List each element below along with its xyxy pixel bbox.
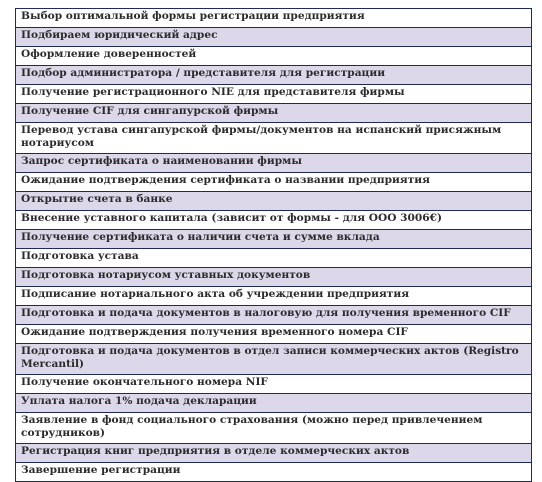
step-text: Ожидание подтверждения получения временного номера CIF [21, 326, 408, 338]
table-row [16, 230, 531, 249]
step-text: Заявление в фонд социального страхования (можно перед привлечением сотрудников) [21, 414, 483, 439]
table-row [16, 375, 531, 394]
table-row [16, 394, 531, 413]
table-row [16, 123, 531, 154]
table-row [16, 47, 531, 66]
step-text: Подбираем юридический адрес [21, 29, 218, 41]
step-text: Получение окончательного номера NIF [21, 376, 268, 388]
step-text: Подготовка и подача документов в налоговую для получения временного CIF [21, 307, 511, 319]
step-text: Подбор администратора / представителя для регистрации [21, 67, 386, 79]
step-text: Подготовка и подача документов в отдел записи коммерческих актов (Registro Mercantil) [21, 345, 519, 370]
step-text: Получение регистрационного NIE для представителя фирмы [21, 86, 405, 98]
step-text: Получение CIF для сингапурской фирмы [21, 105, 279, 117]
step-text: Уплата налога 1% подача декларации [21, 395, 257, 407]
step-text: Оформление доверенностей [21, 48, 197, 60]
table-row [16, 154, 531, 173]
step-text: Регистрация книг предприятия в отделе коммерческих актов [21, 445, 410, 457]
table-row [16, 268, 531, 287]
table-row [16, 9, 531, 28]
table-row [16, 192, 531, 211]
step-text: Ожидание подтверждения сертификата о названии предприятия [21, 174, 430, 186]
step-text: Завершение регистрации [21, 464, 181, 476]
step-text: Подготовка устава [21, 250, 139, 262]
step-text: Внесение уставного капитала (зависит от формы - для ООО 3006€) [21, 212, 442, 224]
table-row [16, 325, 531, 344]
table-row [16, 211, 531, 230]
table-row [16, 287, 531, 306]
step-text: Получение сертификата о наличии счета и сумме вклада [21, 231, 380, 243]
step-text: Перевод устава сингапурской фирмы/документов на испанский присяжным нотариусом [21, 124, 502, 149]
table-row [16, 66, 531, 85]
step-text: Запрос сертификата о наименовании фирмы [21, 155, 302, 167]
table-row [16, 306, 531, 325]
table-row [16, 28, 531, 47]
table-row [16, 444, 531, 463]
step-text: Подписание нотариального акта об учреждении предприятия [21, 288, 410, 300]
step-text: Открытие счета в банке [21, 193, 173, 205]
table-row [16, 413, 531, 444]
table-row [16, 344, 531, 375]
table-row [16, 249, 531, 268]
table-row [16, 104, 531, 123]
step-text: Выбор оптимальной формы регистрации предприятия [21, 10, 365, 22]
table-row [16, 85, 531, 104]
step-text: Подготовка нотариусом уставных документов [21, 269, 311, 281]
table-row [16, 173, 531, 192]
registration-steps-table [15, 8, 532, 482]
table-row [16, 463, 531, 482]
